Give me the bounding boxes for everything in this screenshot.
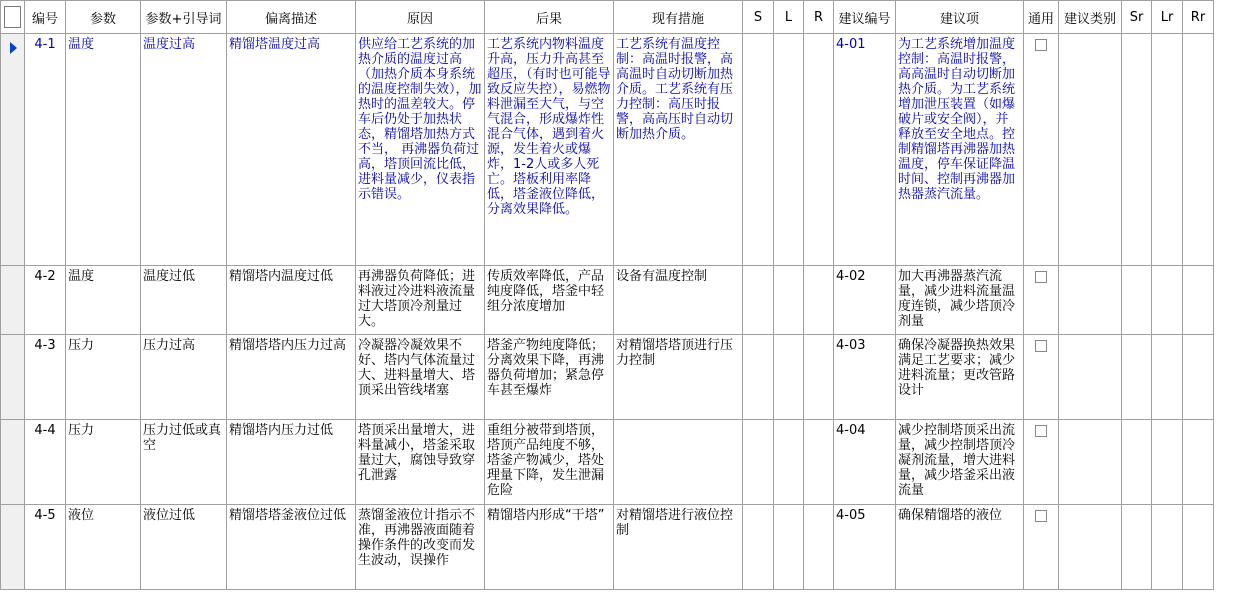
cell-cause[interactable]: 供应给工艺系统的加热介质的温度过高（加热介质本身系统的温度控制失效），加热时的温差较大。停车后仍处于加热状态，精馏塔加热方式不当， 再沸器负荷过高，塔顶回流比低，进料量减少，仪表指示错误。	[356, 34, 485, 266]
cell-sr[interactable]	[1122, 505, 1152, 590]
cell-id[interactable]: 4-3	[25, 335, 66, 420]
current-row-arrow-icon	[10, 42, 17, 54]
col-header-consequence[interactable]: 后果	[485, 1, 614, 34]
cell-consequence[interactable]: 传质效率降低，产品纯度降低，塔釜中轻组分浓度增加	[485, 266, 614, 335]
cell-param[interactable]: 液位	[66, 505, 141, 590]
row-indicator[interactable]	[1, 335, 25, 420]
row-indicator[interactable]	[1, 266, 25, 335]
table-row[interactable]	[1, 266, 1214, 335]
cell-guideword[interactable]: 温度过低	[141, 266, 227, 335]
cell-suggestion[interactable]: 减少控制塔顶采出流量，减少控制塔顶冷凝剂流量，增大进料量，减少塔釜采出液流量	[896, 420, 1024, 505]
cell-consequence[interactable]: 工艺系统内物料温度升高，压力升高甚至超压，（有时也可能导致反应失控），易燃物料泄漏至大气，与空气混合，形成爆炸性混合气体，遇到着火源，发生着火或爆炸，1-2人或多人死亡。塔板利用率降低，塔釜液位降低，分离效果降低。	[485, 34, 614, 266]
col-header-category[interactable]: 建议类别	[1059, 1, 1122, 34]
col-header-rr[interactable]: Rr	[1183, 1, 1214, 34]
col-header-s[interactable]: S	[743, 1, 774, 34]
cell-param[interactable]: 压力	[66, 420, 141, 505]
cell-cause[interactable]: 再沸器负荷降低；进料液过冷进料液流量过大塔顶冷剂量过大。	[356, 266, 485, 335]
cell-guideword[interactable]: 温度过高	[141, 34, 227, 266]
cell-sr[interactable]	[1122, 420, 1152, 505]
cell-l[interactable]	[774, 34, 804, 266]
cell-id[interactable]: 4-1	[25, 34, 66, 266]
cell-id[interactable]: 4-4	[25, 420, 66, 505]
header-row	[1, 1, 1214, 34]
cell-l[interactable]	[774, 420, 804, 505]
cell-common[interactable]	[1024, 335, 1059, 420]
cell-cause[interactable]: 冷凝器冷凝效果不好、塔内气体流量过大、进料量增大、塔顶采出管线堵塞	[356, 335, 485, 420]
cell-suggestion[interactable]: 为工艺系统增加温度控制：高温时报警，高高温时自动切断加热介质。为工艺系统增加泄压装置（如爆破片或安全阀），并释放至安全地点。控制精馏塔再沸器加热温度，停车保证降温时间、控制再沸器加热器蒸汽流量。	[896, 34, 1024, 266]
cell-category[interactable]	[1059, 420, 1122, 505]
cell-r[interactable]	[804, 266, 834, 335]
cell-guideword[interactable]: 压力过高	[141, 335, 227, 420]
cell-suggestion[interactable]: 确保冷凝器换热效果满足工艺要求；减少进料流量；更改管路设计	[896, 335, 1024, 420]
table-row[interactable]	[1, 420, 1214, 505]
cell-guideword[interactable]: 液位过低	[141, 505, 227, 590]
cell-r[interactable]	[804, 34, 834, 266]
cell-common[interactable]	[1024, 420, 1059, 505]
cell-deviation[interactable]: 精馏塔塔釜液位过低	[227, 505, 356, 590]
cell-r[interactable]	[804, 505, 834, 590]
cell-id[interactable]: 4-2	[25, 266, 66, 335]
cell-rr[interactable]	[1183, 266, 1214, 335]
cell-suggestion-id[interactable]: 4-05	[834, 505, 896, 590]
cell-cause[interactable]: 塔顶采出量增大，进料量减小，塔釜采取量过大，腐蚀导致穿孔泄露	[356, 420, 485, 505]
cell-lr[interactable]	[1152, 34, 1183, 266]
cell-category[interactable]	[1059, 505, 1122, 590]
corner-select-all[interactable]	[1, 1, 25, 34]
cell-s[interactable]	[743, 335, 774, 420]
cell-l[interactable]	[774, 335, 804, 420]
cell-suggestion[interactable]: 加大再沸器蒸汽流量，减少进料流量温度连锁，减少塔顶冷剂量	[896, 266, 1024, 335]
cell-category[interactable]	[1059, 335, 1122, 420]
common-checkbox[interactable]	[1035, 271, 1047, 283]
cell-s[interactable]	[743, 420, 774, 505]
cell-deviation[interactable]: 精馏塔内温度过低	[227, 266, 356, 335]
cell-deviation[interactable]: 精馏塔内压力过低	[227, 420, 356, 505]
common-checkbox[interactable]	[1035, 39, 1047, 51]
cell-measures[interactable]: 对精馏塔进行液位控制	[614, 505, 743, 590]
col-header-r[interactable]: R	[804, 1, 834, 34]
table-row[interactable]	[1, 335, 1214, 420]
cell-param[interactable]: 温度	[66, 34, 141, 266]
cell-rr[interactable]	[1183, 420, 1214, 505]
cell-lr[interactable]	[1152, 266, 1183, 335]
cell-sr[interactable]	[1122, 34, 1152, 266]
cell-common[interactable]	[1024, 266, 1059, 335]
cell-measures[interactable]	[614, 420, 743, 505]
row-indicator[interactable]	[1, 420, 25, 505]
col-header-guideword[interactable]: 参数+引导词	[141, 1, 227, 34]
cell-lr[interactable]	[1152, 420, 1183, 505]
table-row[interactable]	[1, 34, 1214, 266]
cell-guideword[interactable]: 压力过低或真空	[141, 420, 227, 505]
common-checkbox[interactable]	[1035, 510, 1047, 522]
col-header-common[interactable]: 通用	[1024, 1, 1059, 34]
cell-cause[interactable]: 蒸馏釜液位计指示不准，再沸器液面随着操作条件的改变而发生波动，误操作	[356, 505, 485, 590]
cell-common[interactable]	[1024, 505, 1059, 590]
cell-suggestion[interactable]: 确保精馏塔的液位	[896, 505, 1024, 590]
cell-category[interactable]	[1059, 266, 1122, 335]
cell-param[interactable]: 温度	[66, 266, 141, 335]
col-header-suggestion-id[interactable]: 建议编号	[834, 1, 896, 34]
cell-lr[interactable]	[1152, 505, 1183, 590]
cell-sr[interactable]	[1122, 266, 1152, 335]
cell-consequence[interactable]: 重组分被带到塔顶，塔顶产品纯度不够，塔釜产物减少，塔处理量下降，发生泄漏危险	[485, 420, 614, 505]
cell-suggestion-id[interactable]: 4-02	[834, 266, 896, 335]
cell-rr[interactable]	[1183, 505, 1214, 590]
col-header-measures[interactable]: 现有措施	[614, 1, 743, 34]
cell-s[interactable]	[743, 505, 774, 590]
cell-r[interactable]	[804, 420, 834, 505]
col-header-deviation[interactable]: 偏离描述	[227, 1, 356, 34]
cell-l[interactable]	[774, 505, 804, 590]
cell-rr[interactable]	[1183, 34, 1214, 266]
cell-lr[interactable]	[1152, 335, 1183, 420]
cell-measures[interactable]: 工艺系统有温度控制：高温时报警，高高温时自动切断加热介质。工艺系统有压力控制：高压时报警，高高压时自动切断加热介质。	[614, 34, 743, 266]
cell-l[interactable]	[774, 266, 804, 335]
table-row[interactable]	[1, 505, 1214, 590]
col-header-lr[interactable]: Lr	[1152, 1, 1183, 34]
cell-id[interactable]: 4-5	[25, 505, 66, 590]
col-header-l[interactable]: L	[774, 1, 804, 34]
row-indicator[interactable]	[1, 34, 25, 266]
cell-consequence[interactable]: 精馏塔内形成“干塔”	[485, 505, 614, 590]
cell-param[interactable]: 压力	[66, 335, 141, 420]
cell-sr[interactable]	[1122, 335, 1152, 420]
cell-suggestion-id[interactable]: 4-01	[834, 34, 896, 266]
cell-rr[interactable]	[1183, 335, 1214, 420]
col-header-sr[interactable]: Sr	[1122, 1, 1152, 34]
cell-measures[interactable]: 对精馏塔塔顶进行压力控制	[614, 335, 743, 420]
cell-common[interactable]	[1024, 34, 1059, 266]
common-checkbox[interactable]	[1035, 425, 1047, 437]
cell-r[interactable]	[804, 335, 834, 420]
cell-category[interactable]	[1059, 34, 1122, 266]
cell-s[interactable]	[743, 266, 774, 335]
row-indicator[interactable]	[1, 505, 25, 590]
col-header-suggestion[interactable]: 建议项	[896, 1, 1024, 34]
cell-consequence[interactable]: 塔釜产物纯度降低；分离效果下降，再沸器负荷增加；紧急停车甚至爆炸	[485, 335, 614, 420]
cell-deviation[interactable]: 精馏塔温度过高	[227, 34, 356, 266]
cell-deviation[interactable]: 精馏塔塔内压力过高	[227, 335, 356, 420]
cell-suggestion-id[interactable]: 4-03	[834, 335, 896, 420]
col-header-param[interactable]: 参数	[66, 1, 141, 34]
col-header-cause[interactable]: 原因	[356, 1, 485, 34]
common-checkbox[interactable]	[1035, 340, 1047, 352]
col-header-id[interactable]: 编号	[25, 1, 66, 34]
cell-s[interactable]	[743, 34, 774, 266]
cell-suggestion-id[interactable]: 4-04	[834, 420, 896, 505]
cell-measures[interactable]: 设备有温度控制	[614, 266, 743, 335]
